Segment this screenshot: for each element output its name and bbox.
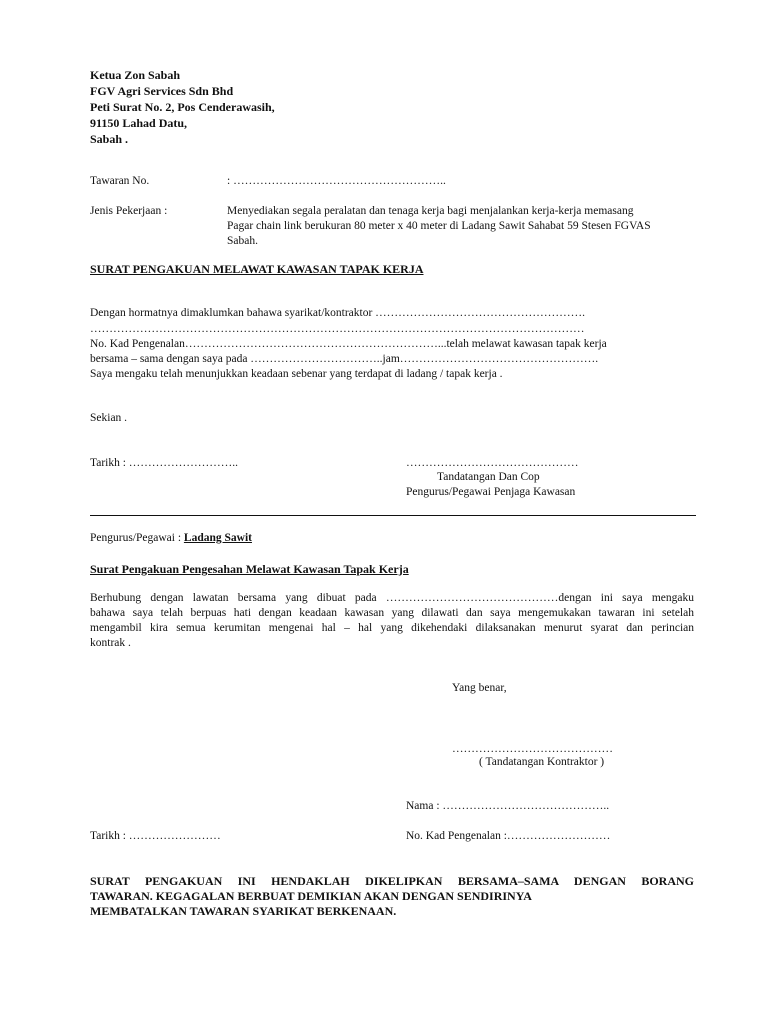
closing-sekian: Sekian . <box>90 412 128 424</box>
section-2-title: Surat Pengakuan Pengesahan Melawat Kawasan Tapak Kerja <box>90 562 409 576</box>
job-type-line-2: Pagar chain link berukuran 80 meter x 40 meter di Ladang Sawit Sahabat 59 Stesen FGVAS <box>227 220 651 232</box>
contractor-signature-dots: …………………………………… <box>452 743 613 755</box>
recipient-postcode: 91150 Lahad Datu, <box>90 116 188 130</box>
job-type-line-3: Sabah. <box>227 235 258 247</box>
section-1-line-4: bersama – sama dengan saya pada ……………………………..jam……………………………………………. <box>90 353 599 365</box>
recipient-po-box: Peti Surat No. 2, Pos Cenderawasih, <box>90 100 275 114</box>
section-2-line-2: bahawa saya telah berpuas hati dengan keadaan kawasan yang dilawati dan saya mengemukakan tawaran ini setelah <box>90 607 694 619</box>
section-2-line-3: mengambil kira semua kerumitan mengenai hal – hal yang dikehendaki dilaksanakan menurut syarat dan perincian <box>90 622 694 634</box>
officer-label: Pengurus/Pegawai : <box>90 532 184 544</box>
section-1-line-2: ………………………………………………………………………………………………………………… <box>90 323 585 335</box>
recipient-name: Ketua Zon Sabah <box>90 68 181 82</box>
yang-benar: Yang benar, <box>452 682 507 694</box>
section-1-signature-dots: ……………………………………… <box>406 457 579 469</box>
section-1-signature-role: Pengurus/Pegawai Penjaga Kawasan <box>406 486 576 498</box>
job-type-label: Jenis Pekerjaan : <box>90 205 168 217</box>
section-1-line-5: Saya mengaku telah menunjukkan keadaan sebenar yang terdapat di ladang / tapak kerja . <box>90 368 503 380</box>
section-2-line-4: kontrak . <box>90 637 131 649</box>
offer-number-label: Tawaran No. <box>90 175 150 187</box>
contractor-signature-caption: ( Tandatangan Kontraktor ) <box>479 756 605 768</box>
section-1-signature-caption: Tandatangan Dan Cop <box>437 471 540 483</box>
recipient-company: FGV Agri Services Sdn Bhd <box>90 84 234 98</box>
section-1-title: SURAT PENGAKUAN MELAWAT KAWASAN TAPAK KERJA <box>90 262 424 276</box>
section-1-line-1: Dengan hormatnya dimaklumkan bahawa syarikat/kontraktor ………………………………………………. <box>90 307 586 319</box>
offer-number-value: : ……………………………………………….. <box>227 175 446 187</box>
job-type-line-1: Menyediakan segala peralatan dan tenaga kerja bagi menjalankan kerja-kerja memasang <box>227 205 634 217</box>
contractor-name-line: Nama : …………………………………….. <box>406 800 610 812</box>
section-1-line-3: No. Kad Pengenalan…………………………………………………………...telah melawat kawasan tapak kerja <box>90 338 607 350</box>
section-2-line-1: Berhubung dengan lawatan bersama yang dibuat pada ………………………………………dengan ini saya mengaku <box>90 592 694 604</box>
section-2-date-line: Tarikh : …………………… <box>90 830 221 842</box>
section-divider <box>90 515 696 516</box>
footer-notice-line-3: MEMBATALKAN TAWARAN SYARIKAT BERKENAAN. <box>90 904 397 918</box>
contractor-ic-line: No. Kad Pengenalan :……………………… <box>406 830 611 842</box>
officer-line <box>90 531 252 545</box>
footer-notice-line-2: TAWARAN. KEGAGALAN BERBUAT DEMIKIAN AKAN DENGAN SENDIRINYA <box>90 889 532 903</box>
recipient-state: Sabah . <box>90 132 129 146</box>
officer-value: Ladang Sawit <box>183 532 252 544</box>
section-1-date-line: Tarikh : ……………………….. <box>90 457 239 469</box>
footer-notice-line-1: SURAT PENGAKUAN INI HENDAKLAH DIKELIPKAN BERSAMA–SAMA DENGAN BORANG <box>90 874 694 888</box>
